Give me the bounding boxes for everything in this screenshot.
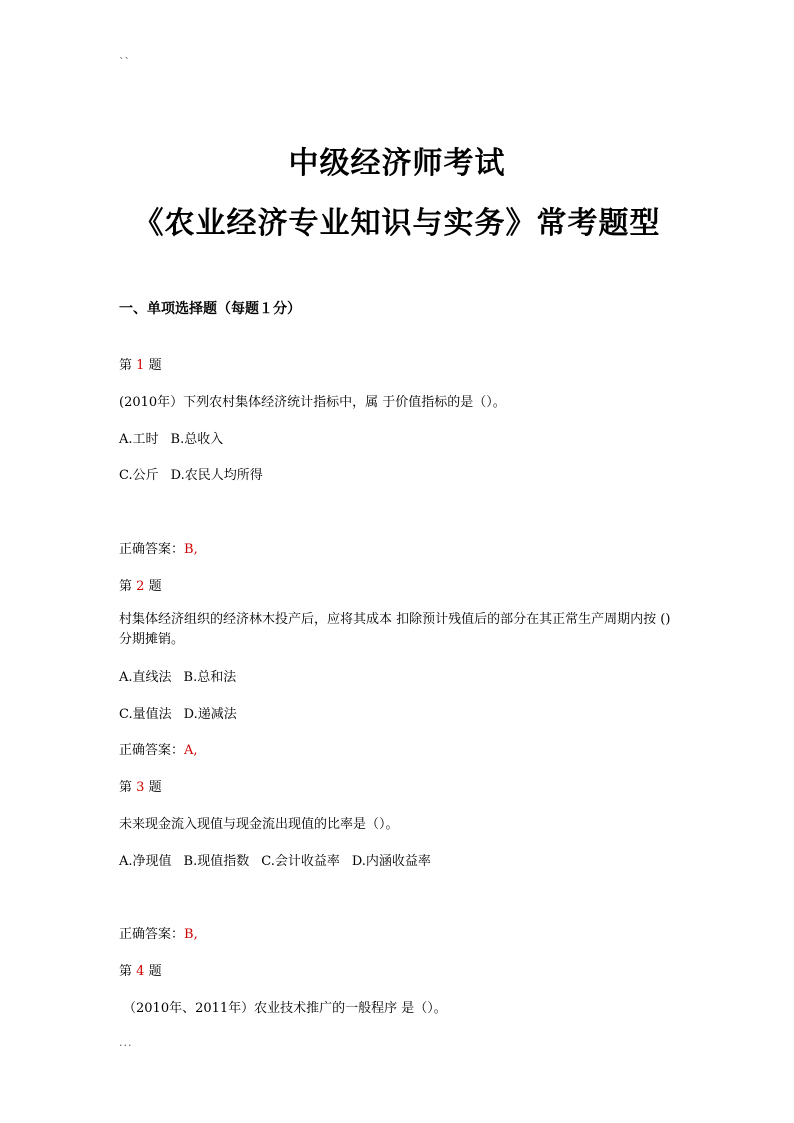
question-prefix: 第 — [119, 964, 133, 979]
option: C.量值法 — [119, 707, 172, 722]
document-title: 中级经济师考试 — [288, 146, 506, 181]
question-stem: （2010年、2011年）农业技术推广的一般程序 是（）。 — [123, 1001, 447, 1016]
question-suffix: 题 — [148, 579, 162, 594]
question-number-value: 2 — [136, 579, 145, 594]
question-number-value: 4 — [136, 964, 145, 979]
options-row — [119, 428, 223, 447]
answer-value: B, — [184, 542, 198, 557]
option: B.现值指数 — [183, 854, 250, 869]
option: D.内涵收益率 — [351, 854, 431, 869]
question-number — [119, 354, 162, 373]
option: A.工时 — [119, 432, 159, 447]
question-number — [119, 776, 162, 795]
answer-value: B, — [184, 927, 198, 942]
question-suffix: 题 — [148, 358, 162, 373]
question-prefix: 第 — [119, 780, 133, 795]
answer-value: A, — [184, 743, 198, 758]
question-number — [119, 575, 162, 594]
question-prefix: 第 — [119, 358, 133, 373]
section-heading: 一、单项选择题（每题１分） — [119, 301, 301, 317]
question-prefix: 第 — [119, 579, 133, 594]
question-stem: (2010年）下列农村集体经济统计指标中，属 于价值指标的是（）。 — [119, 395, 506, 410]
options-row — [119, 666, 236, 685]
document-subtitle: 《农业经济专业知识与实务》常考题型 — [133, 206, 661, 241]
question-suffix: 题 — [148, 780, 162, 795]
option: C.公斤 — [119, 468, 159, 483]
answer-label: 正确答案： — [119, 927, 185, 942]
options-row — [119, 703, 237, 722]
option: A.直线法 — [119, 670, 172, 685]
option: D.农民人均所得 — [170, 468, 263, 483]
question-number-value: 3 — [136, 780, 145, 795]
top-mark: `` — [119, 56, 130, 69]
answer-label: 正确答案： — [119, 743, 185, 758]
option: A.净现值 — [119, 854, 172, 869]
bottom-mark: ... — [119, 1036, 133, 1049]
answer-label: 正确答案： — [119, 542, 185, 557]
question-stem: 未来现金流入现值与现金流出现值的比率是（）。 — [119, 817, 399, 832]
question-stem: 村集体经济组织的经济林木投产后，应将其成本 扣除预计残值后的部分在其正常生产周期内按 ()分期摊销。 — [119, 612, 671, 647]
question-number-value: 1 — [136, 358, 145, 373]
question-suffix: 题 — [148, 964, 162, 979]
option: D.递减法 — [183, 707, 237, 722]
options-row — [119, 850, 431, 869]
option: C.会计收益率 — [261, 854, 340, 869]
option: B.总和法 — [183, 670, 237, 685]
options-row — [119, 464, 263, 483]
question-number — [119, 960, 162, 979]
correct-answer — [119, 538, 198, 557]
correct-answer — [119, 739, 198, 758]
correct-answer — [119, 923, 198, 942]
option: B.总收入 — [170, 432, 224, 447]
